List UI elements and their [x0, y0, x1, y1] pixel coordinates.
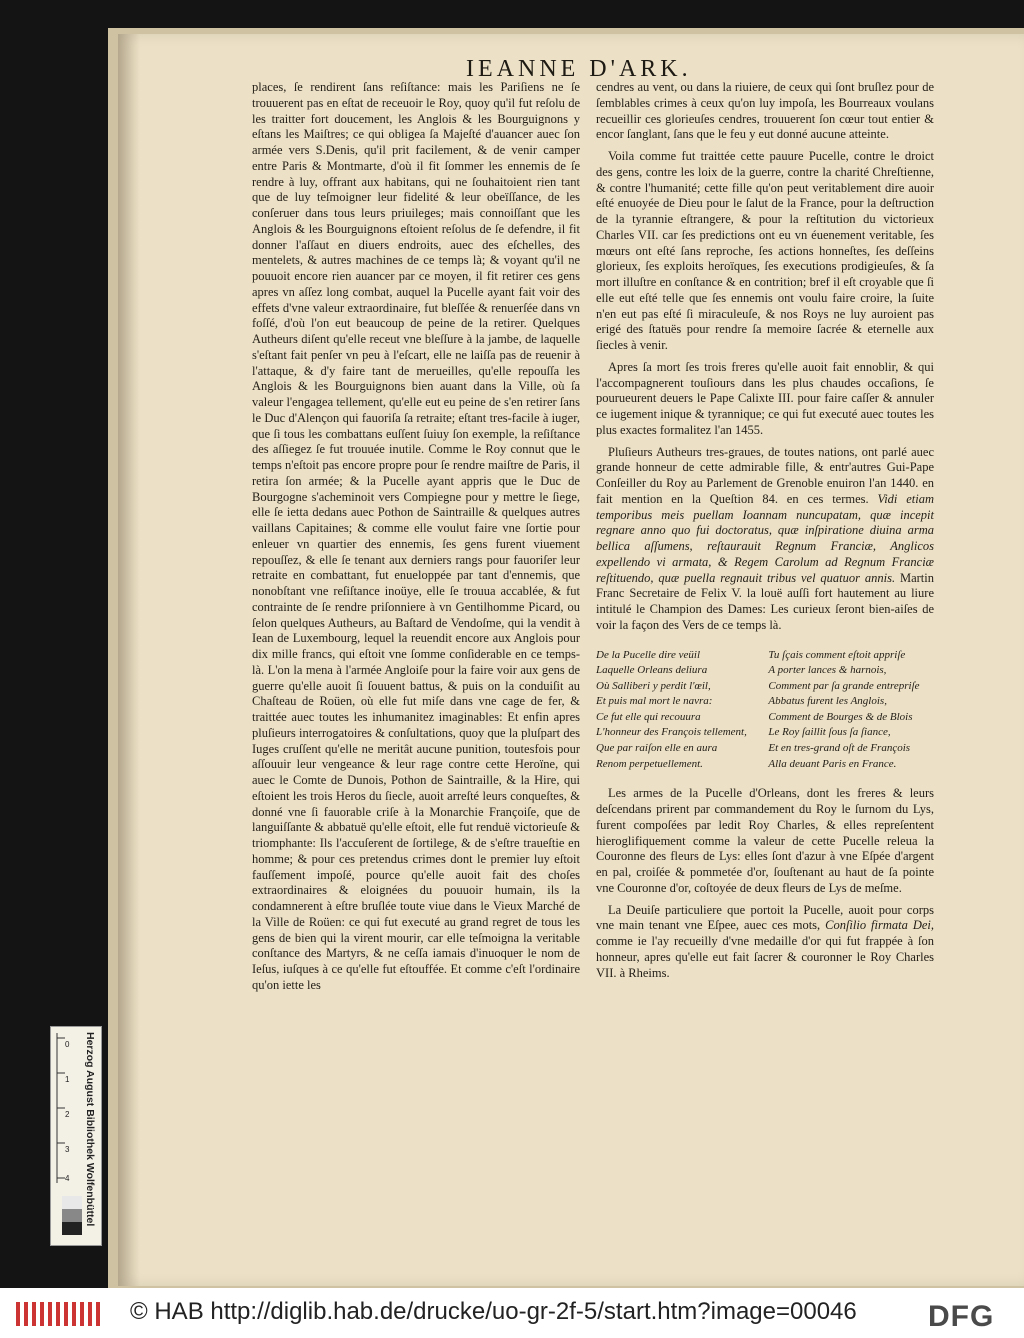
poem-column-left	[596, 648, 762, 773]
right-column	[596, 80, 934, 987]
ruler-ticks	[55, 1033, 73, 1183]
poem-line: L'honneur des François tellement,	[596, 726, 747, 739]
hab-logo-icon	[14, 1298, 110, 1330]
gray-swatch	[62, 1196, 82, 1209]
device-text: La Deuiſe particuliere que portoit la Pucelle, auoit pour corps vne main tenant vne Eſpee, auec ces mots,	[596, 902, 934, 933]
poem-line: Que par raiſon elle en aura	[596, 742, 718, 755]
running-head: IEANNE D'ARK.	[466, 56, 692, 82]
authors-text-end: Martin Franc Secretaire de Felix V. la louë auſſi fort hautement au liure intitulé le Champion des Dames: Les curieux ſeront bien-aiſes de voir la façon des Vers de ce temps là.	[596, 570, 934, 632]
paragraph-device	[596, 903, 934, 982]
poem-line: Et puis mal mort le navra:	[596, 695, 713, 708]
poem-line: Le Roy ſaillit ſous ſa ſiance,	[768, 726, 891, 739]
gray-swatch	[62, 1222, 82, 1235]
poem-line: Tu ſçais comment eſtoit appriſe	[768, 648, 906, 661]
ruler-digit: 2	[65, 1110, 70, 1119]
authors-text: Pluſieurs Autheurs tres-graues, de toutes nations, ont parlé auec grande honneur de cette admirable fille, & entr'autres Gui-Pape Conſeiller du Roy au Parlement de Grenoble enuiron l'an 1440. en fait mention en la Queſtion 84. en ces termes.	[596, 444, 934, 506]
gray-scale-patch	[62, 1196, 82, 1236]
paragraph-arms: Les armes de la Pucelle d'Orleans, dont les freres & leurs deſcendans prirent par commandement du Roy le ſurnom du Lys, furent compoſées par ledit Roy Charles, & elles repreſentent hieroglifiquement comme la valeur de cette Pucelle releua la Couronne des fleurs de Lys: elles ſont d'azur à vne Eſpée d'argent en pal, croiſée & pommetée d'or, ſouſtenant au haut de ſa pointe vne Couronne d'or, coſtoyée de deux fleurs de Lys de meſme.	[596, 786, 934, 895]
poem-line: Comment de Bourges & de Blois	[768, 710, 913, 723]
copyright-url[interactable]: © HAB http://diglib.hab.de/drucke/uo-gr-2f-5/start.htm?image=00046	[130, 1298, 857, 1325]
ruler-digit: 1	[65, 1075, 70, 1084]
paragraph-brothers: Apres ſa mort ſes trois freres qu'elle auoit fait ennoblir, & qui l'accompagnerent touſiours dans les plus chaudes occaſions, ſe pourueurent deuers le Pape Calixte III. pour faire caſſer & annuler ce iugement inique & tyrannique; ce qui fut executé auec toutes les plus exactes formalitez l'an 1455.	[596, 359, 934, 437]
poem	[596, 648, 934, 773]
poem-line: Où Salliberi y perdit l'œil,	[596, 679, 711, 692]
poem-column-right	[768, 648, 934, 773]
paragraph-ashes: cendres au vent, ou dans la riuiere, de ceux qui ſont bruſlez pour de ſemblables crimes à ceux qu'on luy impoſa, les Bourreaux voulans recueillir ces glorieuſes cendres, trouuerent ſon cœur tout entier & encor ſanglant, ſans que le feu y eut donné aucune atteinte.	[596, 80, 934, 142]
ruler-digit: 0	[65, 1040, 70, 1049]
poem-line: Ce fut elle qui recouura	[596, 710, 701, 723]
gray-swatch	[62, 1209, 82, 1222]
gutter-shadow	[118, 34, 140, 1286]
poem-line: Et en tres-grand oſt de François	[768, 742, 911, 755]
poem-line: Comment par ſa grande entrepriſe	[768, 679, 920, 692]
poem-line: Abbatus furent les Anglois,	[768, 695, 887, 708]
poem-line: A porter lances & harnois,	[768, 664, 887, 677]
footer-bar	[0, 1288, 1024, 1338]
latin-quote: Vidi etiam temporibus meis puellam Ioannam nuncupatam, quæ incepit regnare anno quo fui doctoratus, quæ inſpiratione diuina arma bellica aſſumens, reſtaurauit Regnum Franciæ, Anglicos expellendo vi armata, & Regem Carolum ad Regnum Franciæ reſtituendo, quæ puella regnauit tribus vel quatuor annis.	[596, 491, 935, 585]
poem-line: Laquelle Orleans deliura	[596, 664, 708, 677]
device-motto: Conſilio firmata Dei,	[825, 918, 934, 933]
ruler-label-area	[82, 1030, 102, 1240]
paragraph-treatment: Voila comme fut traittée cette pauure Pucelle, contre le droict des gens, contre les loix de la guerre, contre la charité Chreſtienne, & contre l'humanité; cette fille qu'on peut veritablement dire auoir eſté enuoyée de Dieu pour le ſalut de la France, pour la deſtruction de la tyrannie eſtrangere, & pour la reſtitution du victorieux Charles VII. car ſes predictions ont eu vn éuenement veritable, ſes mœurs ont eſté ſans reproche, ſes actions honneſtes, ſes deſſeins glorieux, ſes exploits heroïques, ſes executions prodigieuſes, & ſa mort illuſtre en conſtance & en contrition; bref il eſt croyable que ſi elle eut eſté telle que ſes ennemis ont voulu faire croire, la ſuite n'en eut pas eſté ſi miraculeuſe, & nos Roys ne luy auroient pas erigé des ſtatuës pour rendre ſa memoire ſacrée & eternelle aux ſiecles à venir.	[596, 149, 934, 352]
device-text-end: comme ie l'ay recueilly d'vne medaille d'or qui fut frappée à ſon honneur, apres qu'elle eut fait ſacrer & couronner le Roy Charles VII. à Rheims.	[596, 934, 934, 980]
ruler-digit: 3	[65, 1145, 70, 1154]
poem-line: Alla deuant Paris en France.	[768, 757, 897, 770]
left-column	[252, 80, 580, 1000]
dfg-logo: DFG	[928, 1300, 995, 1333]
paragraph-authors	[596, 445, 934, 634]
poem-line: Renom perpetuellement.	[596, 757, 703, 770]
poem-line: De la Pucelle dire veüil	[596, 648, 701, 661]
ruler-label: Herzog August Bibliothek Wolfenbüttel	[84, 1032, 96, 1227]
ruler-digit: 4	[65, 1174, 70, 1183]
left-column-text: places, ſe rendirent ſans reſiſtance: mais les Pariſiens ne ſe trouuerent pas en eſtat de receuoir le Roy, quoy qu'il fut reſolu de les traitter fort doucement, les Anglois & les Bourguignons y eſtans les Maiſtres; ce qui obligea ſa Majeſté d'auancer auec ſon armée vers S.Denis, qu'il prit facilement, & de venir camper entre Paris & Montmarte, d'où il fit ſommer les ennemis de ſe rendre à luy, offrant aux habitans, qui ne ſouhaitoient rien tant que de luy teſmoigner leur fidelité & leur obeïſſance, de les conſeruer dans tous leurs priuileges; mais connoiſſant que les Anglois & les Bourguignons eſtoient reſolus de ſe defendre, il fit donner l'aſſaut en diuers endroits, auec des eſchelles, des mentelets, & autres machines de ce temps là; & voyant qu'il ne pouuoit encore rien auancer par ce moyen, il fit retirer ces gens apres vn aſſez long combat, auquel la Pucelle ayant fait voir des effets d'vne valeur extraordinaire, fut bleſſée & renuerſée dans vn foſſé, d'où l'on eut beaucoup de peine de la retirer. Quelques Autheurs diſent qu'elle receut vne bleſſure à la jambe, de laquelle s'eſtant fait penſer vn peu à l'eſcart, elle ne laiſſa pas de reuenir à l'attaque, & d'y faire tant de merueilles, qu'elle repouſſa les Anglois & les Bourguignons bien auant dans la Ville, où ſa valeur l'engagea tellement, qu'elle eut eu peine de s'en retirer ſans le Duc d'Alençon qui fauoriſa ſa retraite; eſtant tres-facile à iuger, que ſi tous les combattans euſſent ſuiuy ſon exemple, la reſiſtance des aſſiegez ſe fut trouuée inutile. Comme le Roy connut que le temps n'eſtoit pas encore propre pour ſe rendre maiſtre de Paris, il retira ſon armée; & la Pucelle ayant appris que le Duc de Bourgogne s'acheminoit vers Compiegne pour y mettre le ſiege, elle ſe ietta dedans auec Pothon de Saintraille & quelques autres vaillans Capitaines; & comme elle voulut faire vne ſortie pour enleuer vn quartier des ennemis, ſes gens furent viuement repouſſez, & elle ſe tenant aux derniers rangs pour fauoriſer leur retraite en combattant, fut enueloppée par tant d'ennemis, que nonobſtant vne reſiſtance inoüye, elle ſe trouua accablée, & fut contrainte de ſe rendre priſonniere à vn Gentilhomme Picard, ou ſelon quelques Autheurs, au Baſtard de Vendoſme, qui la vendit à Iean de Luxembourg, lequel la reuendit encore aux Anglois pour dix mille francs, qui eſtoit vne ſomme conſiderable en ce temps-là. L'on la mena à l'armée Angloiſe pour la faire voir aux gens de guerre qu'elle auoit ſi ſouuent battus, & puis on la conduiſit au Chaſteau de Roüen, où elle fut miſe dans vne cage de fer, & traittée auec toutes les inhumanitez imaginables: Et enfin apres pluſieurs interrogatoires & conſultations, quoy que la pluſpart des Iuges cruſſent qu'elle ne meritât aucune punition, toutesfois pour aſſouuir leur vengeance & leur rage contre cette Heroïne, qui auec le Comte de Dunois, Pothon de Saintraille, & la Hire, qui eſtoient les trois Heros du ſiecle, auoit arreſté leurs conqueſtes, & donné vne ſi fauorable criſe à la Monarchie Françoiſe, que de languiſſante & abbatuë qu'elle eſtoit, elle fut renduë victorieuſe & triomphante: Ils l'accuſerent de ſortilege, & de s'eſtre traueſtie en homme; & pour ces pretendus crimes dont le premier luy eſtoit fauſſement impoſé, pource qu'elle auoit fait des choſes extraordinaires & eloignées du pouuoir humain, ils la condamnerent à eſtre bruſlée toute viue dans le Vieux Marché de la Ville de Roüen: ce qui fut executé au grand regret de tous les gens de bien qui la virent mourir, car elle teſmoigna la veritable conſtance des Martyrs, & ne ceſſa iamais d'inuoquer le nom de Ieſus, iuſques à ce qu'elle fut eſtouffée. Et comme c'eſt l'ordinaire qu'on iette les	[252, 80, 580, 992]
